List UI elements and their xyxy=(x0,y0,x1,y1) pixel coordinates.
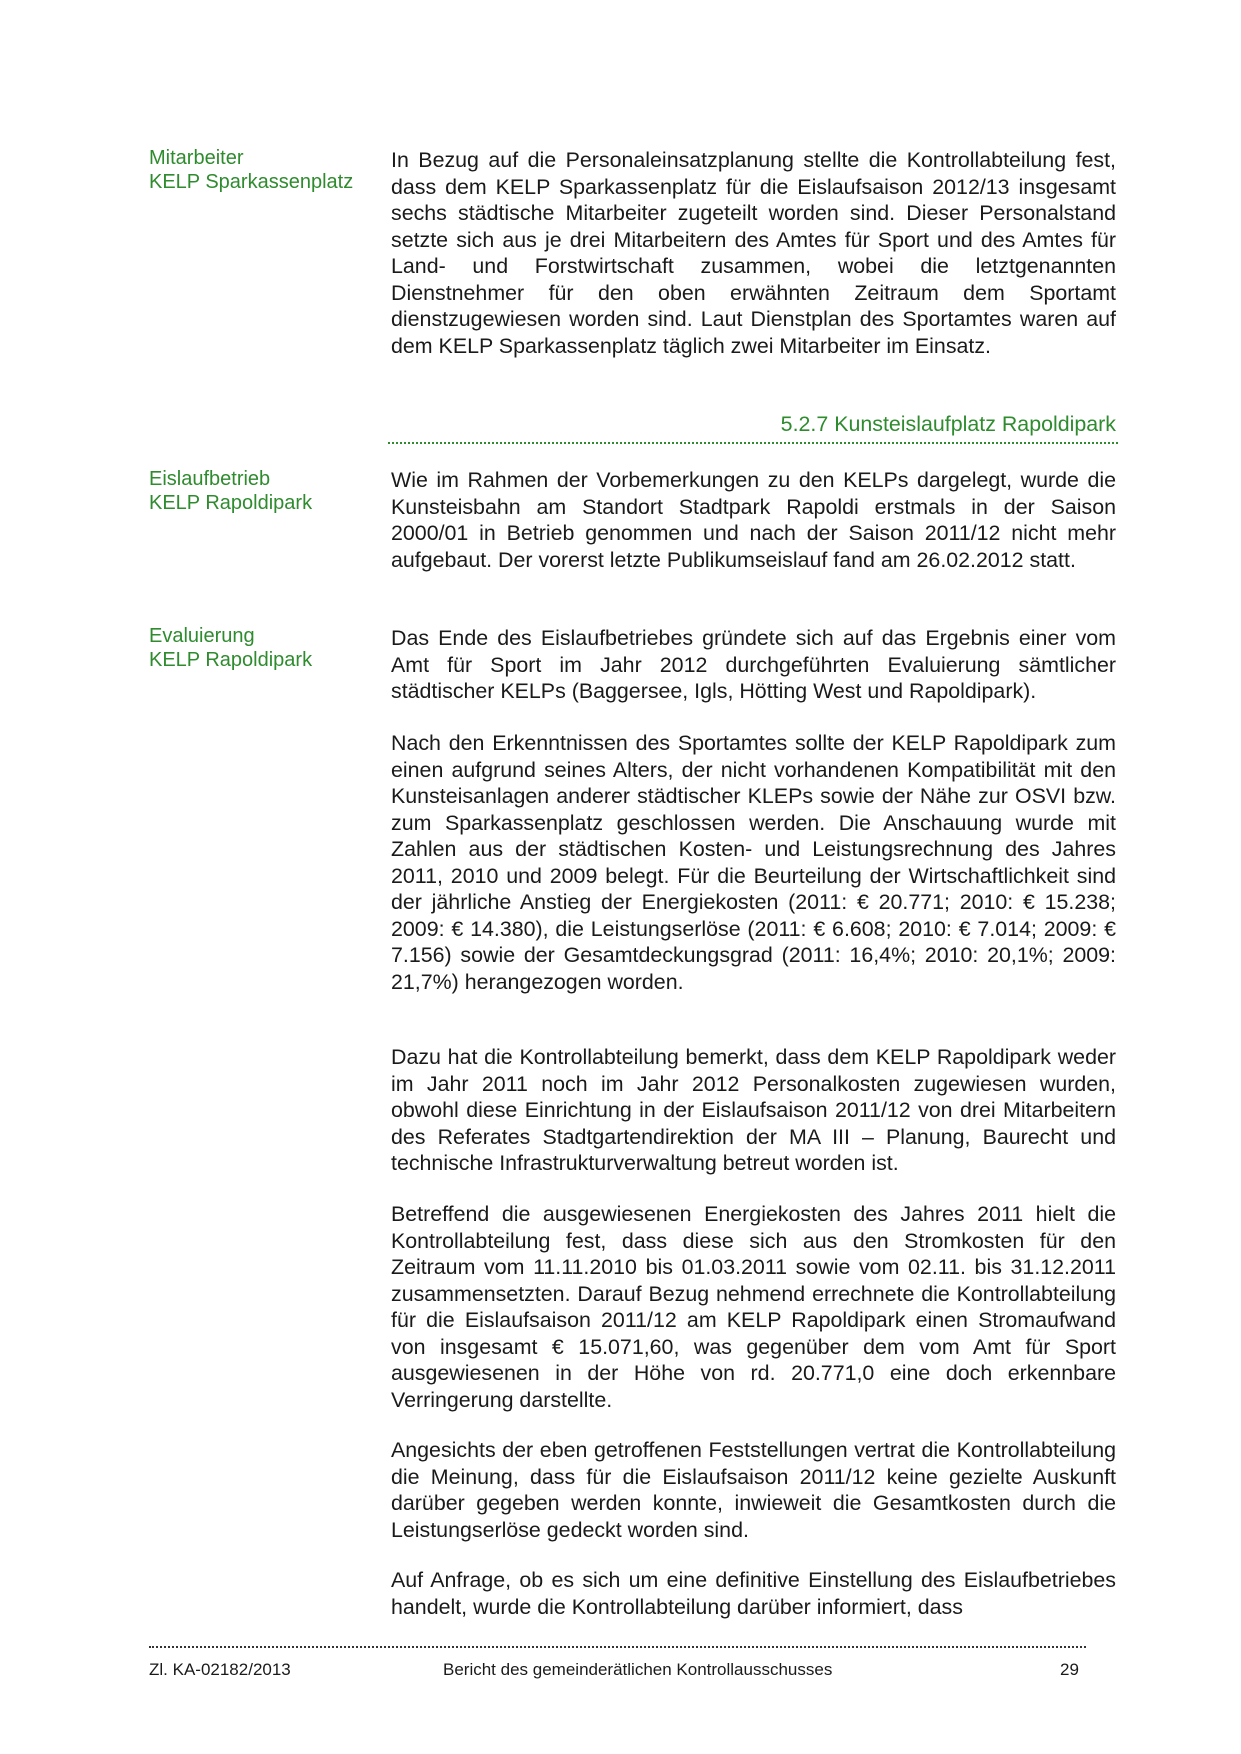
paragraph: Nach den Erkenntnissen des Sportamtes sollte der KELP Rapoldipark zum einen aufgrund seines Alters, der nicht vorhandenen Kompatibilität mit den Kunsteisanlagen anderer städtischer KLEPs sowie der Nähe zur OSVI bzw. zum Sparkassenplatz geschlossen werden. Die Anschauung wurde mit Zahlen aus der städtischen Kosten- und Leistungsrechnung des Jahres 2011, 2010 und 2009 belegt. Für die Beurteilung der Wirtschaftlichkeit sind der jährliche Anstieg der Energiekosten (2011: € 20.771; 2010: € 15.238; 2009: € 14.380), die Leistungserlöse (2011: € 6.608; 2010: € 7.014; 2009: € 7.156) sowie der Gesamtdeckungsgrad (2011: 16,4%; 2010: 20,1%; 2009: 21,7%) herangezogen worden. xyxy=(391,731,1116,994)
paragraph: Das Ende des Eislaufbetriebes gründete sich auf das Ergebnis einer vom Amt für Sport im Jahr 2012 durchgeführten Evaluierung sämtlicher städtischer KELPs (Baggersee, Igls, Hötting West und Rapoldipark). xyxy=(391,626,1116,703)
margin-note-line: Evaluierung xyxy=(149,625,255,647)
footer-reference: Zl. KA-02182/2013 xyxy=(149,1660,291,1679)
section-divider xyxy=(388,442,1118,444)
margin-note-line: KELP Rapoldipark xyxy=(149,649,313,671)
footer-divider xyxy=(149,1646,1086,1648)
paragraph: In Bezug auf die Personaleinsatzplanung stellte die Kontrollabteilung fest, dass dem KELP Sparkassenplatz für die Eislaufsaison 2012/13 insgesamt sechs städtische Mitarbeiter zugeteilt worden sind. Dieser Personalstand setzte sich aus je drei Mitarbeitern des Amtes für Sport und des Amtes für Land- und Forstwirtschaft zusammen, wobei die letztgenannten Dienstnehmer für den oben erwähnten Zeitraum dem Sportamt dienstzugewiesen worden sind. Laut Dienstplan des Sportamtes waren auf dem KELP Sparkassenplatz täglich zwei Mitarbeiter im Einsatz. xyxy=(391,148,1116,358)
paragraph: Wie im Rahmen der Vorbemerkungen zu den KELPs dargelegt, wurde die Kunsteisbahn am Standort Stadtpark Rapoldi erstmals in der Saison 2000/01 in Betrieb genommen und nach der Saison 2011/12 nicht mehr aufgebaut. Der vorerst letzte Publikumseislauf fand am 26.02.2012 statt. xyxy=(391,468,1116,572)
paragraph: Betreffend die ausgewiesenen Energiekosten des Jahres 2011 hielt die Kontrollabteilung fest, dass diese sich aus den Stromkosten für den Zeitraum vom 11.11.2010 bis 01.03.2011 sowie vom 02.11. bis 31.12.2011 zusammensetzten. Darauf Bezug nehmend errechnete die Kontrollabteilung für die Eislaufsaison 2011/12 am KELP Rapoldipark einen Stromaufwand von insgesamt € 15.071,60, was gegenüber dem vom Amt für Sport ausgewiesenen in der Höhe von rd. 20.771,0 eine doch erkennbare Verringerung darstellte. xyxy=(391,1202,1116,1412)
body-block-7 xyxy=(391,1437,1116,1543)
body-block-2 xyxy=(391,467,1116,573)
margin-note-line: Eislaufbetrieb xyxy=(149,468,271,490)
margin-note-eislaufbetrieb xyxy=(149,467,379,515)
section-heading: 5.2.7 Kunsteislaufplatz Rapoldipark xyxy=(780,412,1116,436)
margin-note-mitarbeiter xyxy=(149,146,379,194)
body-block-1 xyxy=(391,147,1116,359)
margin-note-evaluierung xyxy=(149,624,379,672)
paragraph: Auf Anfrage, ob es sich um eine definitive Einstellung des Eislaufbetriebes handelt, wurde die Kontrollabteilung darüber informiert, dass xyxy=(391,1568,1116,1619)
body-block-6 xyxy=(391,1201,1116,1413)
margin-note-line: KELP Sparkassenplatz xyxy=(149,171,354,193)
margin-note-line: KELP Rapoldipark xyxy=(149,492,313,514)
paragraph: Dazu hat die Kontrollabteilung bemerkt, dass dem KELP Rapoldipark weder im Jahr 2011 noch im Jahr 2012 Personalkosten zugewiesen wurden, obwohl diese Einrichtung in der Eislaufsaison 2011/12 von drei Mitarbeitern des Referates Stadtgartendirektion der MA III – Planung, Baurecht und technische Infrastrukturverwaltung betreut worden ist. xyxy=(391,1045,1116,1175)
paragraph: Angesichts der eben getroffenen Feststellungen vertrat die Kontrollabteilung die Meinung, dass für die Eislaufsaison 2011/12 keine gezielte Auskunft darüber gegeben werden konnte, inwieweit die Gesamtkosten durch die Leistungserlöse gedeckt worden sind. xyxy=(391,1438,1116,1542)
body-block-5 xyxy=(391,1044,1116,1177)
body-block-4 xyxy=(391,730,1116,995)
footer-title: Bericht des gemeinderätlichen Kontrollausschusses xyxy=(443,1660,833,1679)
page-number: 29 xyxy=(1060,1660,1079,1679)
body-block-3 xyxy=(391,625,1116,705)
body-block-8 xyxy=(391,1567,1116,1620)
margin-note-line: Mitarbeiter xyxy=(149,147,244,169)
